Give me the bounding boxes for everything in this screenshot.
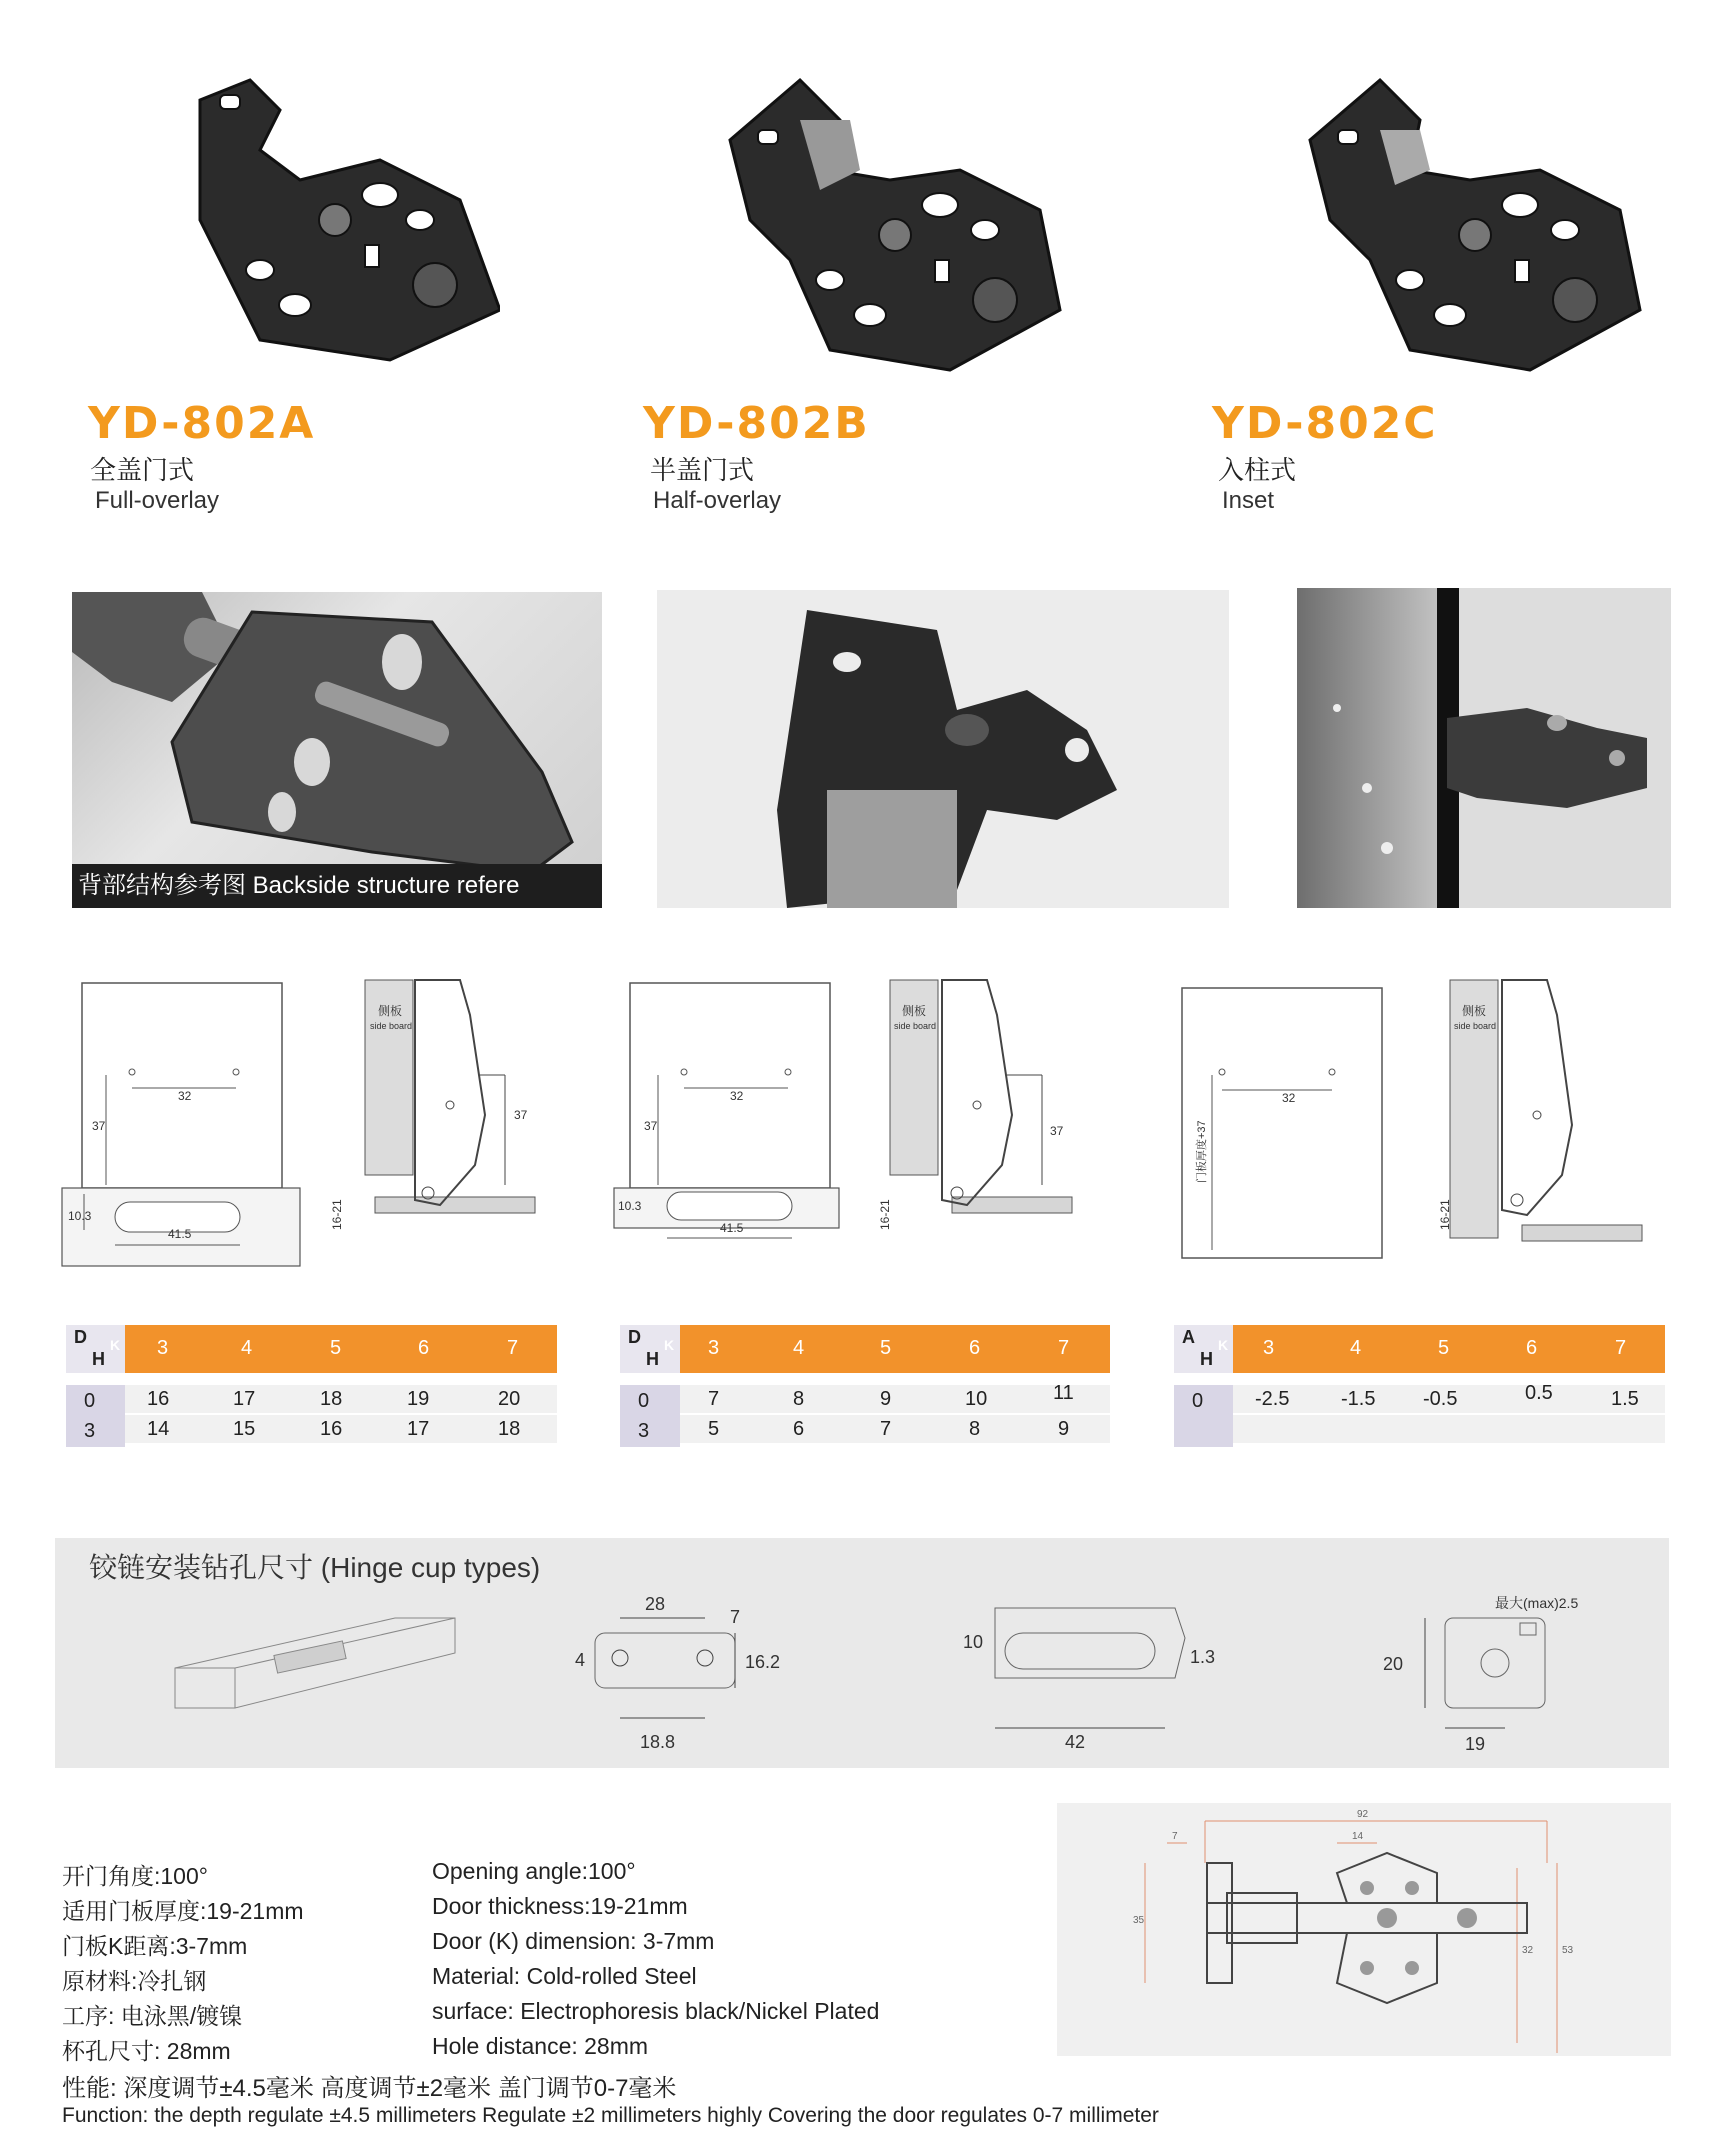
install-photo [1297, 588, 1671, 908]
table-cell: 8 [793, 1388, 805, 1410]
draw-dim-top: 92 [1357, 1809, 1369, 1820]
table-cell: 17 [407, 1418, 430, 1440]
table-cell: 15 [233, 1418, 256, 1440]
model-b: YD-802B [643, 398, 870, 449]
table-2-col-5: 5 [880, 1337, 892, 1359]
dim-32-1: 32 [178, 1089, 192, 1103]
cup-diagram-3 [935, 1598, 1215, 1758]
side-board-cn-3: 侧板 [1462, 1004, 1487, 1018]
table-cell: 14 [147, 1418, 170, 1440]
spec-en-angle: Opening angle:100° [432, 1858, 636, 1884]
cup2-w: 28 [645, 1594, 666, 1614]
draw-dim-right1: 32 [1522, 1945, 1534, 1956]
table-2-h-3: 3 [638, 1420, 650, 1442]
table-cell: -1.5 [1341, 1388, 1376, 1410]
table-1-col-7: 7 [507, 1337, 519, 1359]
model-a: YD-802A [88, 398, 316, 449]
table-1-corner-k: K [110, 1337, 121, 1353]
spec-en-material: Material: Cold-rolled Steel [432, 1963, 697, 1989]
table-cell: 7 [880, 1418, 892, 1440]
table-3-header [1233, 1325, 1665, 1373]
table-2-corner-k: K [664, 1337, 675, 1353]
table-cell: -0.5 [1423, 1388, 1458, 1410]
cup-diagram-4 [1355, 1578, 1615, 1758]
draw-dim-right2: 53 [1562, 1945, 1574, 1956]
table-cell: 0.5 [1525, 1382, 1553, 1404]
dim-37-right-1: 37 [514, 1108, 528, 1122]
draw-dim-b: 7 [1172, 1831, 1178, 1842]
type-cn-c: 入柱式 [1218, 455, 1297, 485]
table-2-col-6: 6 [969, 1337, 981, 1359]
hinge-cup-panel [55, 1538, 1669, 1768]
table-cell: 19 [407, 1388, 430, 1410]
model-c: YD-802C [1212, 398, 1438, 449]
table-1-h-column [66, 1385, 125, 1447]
table-1-h-3: 3 [84, 1420, 96, 1442]
dim-415-2: 41.5 [720, 1221, 744, 1235]
cup4-left: 20 [1383, 1654, 1404, 1674]
hinge-image-c [1270, 60, 1650, 380]
diagram-3-plate [1172, 980, 1412, 1270]
dim-1621-3: 16-21 [1438, 1199, 1452, 1230]
backside-photo [72, 592, 602, 908]
table-1-h-0: 0 [84, 1390, 96, 1412]
table-3-col-4: 4 [1350, 1337, 1362, 1359]
table-3-corner-a: A [1182, 1327, 1195, 1347]
table-row [680, 1382, 1110, 1413]
cup4-bottom: 19 [1465, 1734, 1486, 1754]
table-cell: 9 [880, 1388, 892, 1410]
cup4-max: 最大(max)2.5 [1495, 1595, 1579, 1611]
spec-en-k: Door (K) dimension: 3-7mm [432, 1928, 715, 1954]
type-en-b: Half-overlay [653, 487, 782, 514]
table-2-corner-h: H [646, 1349, 659, 1369]
table-1-corner-d: D [74, 1327, 87, 1347]
hinge-arm-photo [657, 590, 1229, 908]
spec-en-thickness: Door thickness:19-21mm [432, 1893, 688, 1919]
spec-cn-process: 工序: 电泳黑/镀镍 [62, 2003, 243, 2029]
table-3-corner-k: K [1218, 1337, 1229, 1353]
type-en-a: Full-overlay [95, 487, 220, 514]
type-cn-b: 半盖门式 [650, 455, 755, 485]
table-1-col-6: 6 [418, 1337, 430, 1359]
side-board-en-1: side board [370, 1021, 413, 1031]
side-board-en-3: side board [1454, 1021, 1497, 1031]
dim-1621-2: 16-21 [878, 1199, 892, 1230]
table-1-col-4: 4 [241, 1337, 253, 1359]
table-3-corner [1174, 1325, 1236, 1373]
spec-cn-thickness: 适用门板厚度:19-21mm [62, 1898, 304, 1924]
table-3-corner-h: H [1200, 1349, 1213, 1369]
hinge-cup-title: 铰链安装钻孔尺寸 (Hinge cup types) [89, 1552, 541, 1583]
table-2-h-column [620, 1385, 680, 1447]
table-cell: 8 [969, 1418, 981, 1440]
side-board-en-2: side board [894, 1021, 937, 1031]
table-1-corner [66, 1325, 128, 1373]
hinge-image-a [140, 60, 500, 380]
type-en-c: Inset [1222, 487, 1275, 514]
diagram-3-hinge [1432, 975, 1652, 1275]
performance-en: Function: the depth regulate ±4.5 millimeters Regulate ±2 millimeters highly Covering the door regulates 0-7 millimeter [62, 2104, 1159, 2127]
table-2-header [680, 1325, 1110, 1373]
dim-32-3: 32 [1282, 1091, 1296, 1105]
dim-37-right-2: 37 [1050, 1124, 1064, 1138]
table-3-h-column [1174, 1385, 1233, 1447]
table-2-col-4: 4 [793, 1337, 805, 1359]
dim-103-1: 10.3 [68, 1209, 92, 1223]
cup3-right: 1.3 [1190, 1647, 1215, 1667]
table-1-col-3: 3 [157, 1337, 169, 1359]
table-2-col-3: 3 [708, 1337, 720, 1359]
table-cell: 1.5 [1611, 1388, 1639, 1410]
table-row [125, 1415, 557, 1443]
hinge-image-b [690, 60, 1070, 380]
diagram-2-plate [612, 980, 872, 1270]
diagram-1-hinge [320, 975, 540, 1275]
cup3-bottom: 42 [1065, 1732, 1086, 1752]
spec-cn-k: 门板K距离:3-7mm [62, 1933, 248, 1959]
dim-415-1: 41.5 [168, 1227, 192, 1241]
table-2-h-0: 0 [638, 1390, 650, 1412]
table-2-corner-d: D [628, 1327, 641, 1347]
dim-37-1: 37 [92, 1119, 106, 1133]
table-cell: 7 [708, 1388, 720, 1410]
cup2-h: 7 [730, 1607, 741, 1627]
table-cell: 10 [965, 1388, 988, 1410]
spec-en-surface: surface: Electrophoresis black/Nickel Plated [432, 1998, 880, 2024]
table-cell: 17 [233, 1388, 256, 1410]
table-row [680, 1415, 1110, 1443]
cup2-bottom: 18.8 [640, 1732, 676, 1752]
table-cell: 9 [1058, 1418, 1070, 1440]
dim-1621-1: 16-21 [330, 1199, 344, 1230]
type-cn-a: 全盖门式 [90, 455, 195, 485]
diagram-1-plate [60, 980, 320, 1270]
table-cell: 16 [147, 1388, 170, 1410]
table-cell: 18 [320, 1388, 343, 1410]
cup3-left: 10 [963, 1632, 984, 1652]
dim-103-2: 10.3 [618, 1199, 642, 1213]
cup2-left: 4 [575, 1650, 586, 1670]
table-row-empty [1233, 1415, 1665, 1443]
table-3-col-3: 3 [1263, 1337, 1275, 1359]
cup-diagram-2 [555, 1588, 815, 1758]
table-3-col-5: 5 [1438, 1337, 1450, 1359]
table-cell: -2.5 [1255, 1388, 1290, 1410]
table-cell: 11 [1053, 1382, 1074, 1404]
draw-dim-a: 14 [1352, 1831, 1364, 1842]
table-3-col-6: 6 [1526, 1337, 1538, 1359]
table-2-col-7: 7 [1058, 1337, 1070, 1359]
table-cell: 20 [498, 1388, 521, 1410]
performance-cn: 性能: 深度调节±4.5毫米 高度调节±2毫米 盖门调节0-7毫米 [62, 2075, 677, 2102]
spec-en-hole: Hole distance: 28mm [432, 2033, 649, 2059]
backside-caption: 背部结构参考图 Backside structure refere [72, 864, 602, 908]
table-row [1233, 1382, 1665, 1413]
side-board-cn-1: 侧板 [378, 1004, 403, 1018]
dim-37-2: 37 [644, 1119, 658, 1133]
table-3-col-7: 7 [1615, 1337, 1627, 1359]
spec-cn-angle: 开门角度:100° [62, 1863, 208, 1889]
technical-drawing [1057, 1803, 1671, 2056]
table-1-col-5: 5 [330, 1337, 342, 1359]
dim-32-2: 32 [730, 1089, 744, 1103]
spec-cn-material: 原材料:冷扎钢 [62, 1968, 207, 1994]
table-2-corner [620, 1325, 682, 1373]
inset-label: 门板厚度+37 [1196, 1120, 1208, 1183]
cup-diagram-1 [165, 1598, 465, 1738]
table-cell: 16 [320, 1418, 343, 1440]
table-1-corner-h: H [92, 1349, 105, 1369]
table-cell: 18 [498, 1418, 521, 1440]
table-3-h-0: 0 [1192, 1390, 1204, 1412]
side-board-cn-2: 侧板 [902, 1004, 927, 1018]
diagram-2-hinge [872, 975, 1092, 1275]
table-cell: 6 [793, 1418, 805, 1440]
spec-cn-cup: 杯孔尺寸: 28mm [62, 2038, 231, 2064]
table-1-header [125, 1325, 557, 1373]
table-row [125, 1385, 557, 1413]
cup2-right: 16.2 [745, 1652, 781, 1672]
draw-dim-left: 35 [1133, 1915, 1145, 1926]
table-cell: 5 [708, 1418, 720, 1440]
